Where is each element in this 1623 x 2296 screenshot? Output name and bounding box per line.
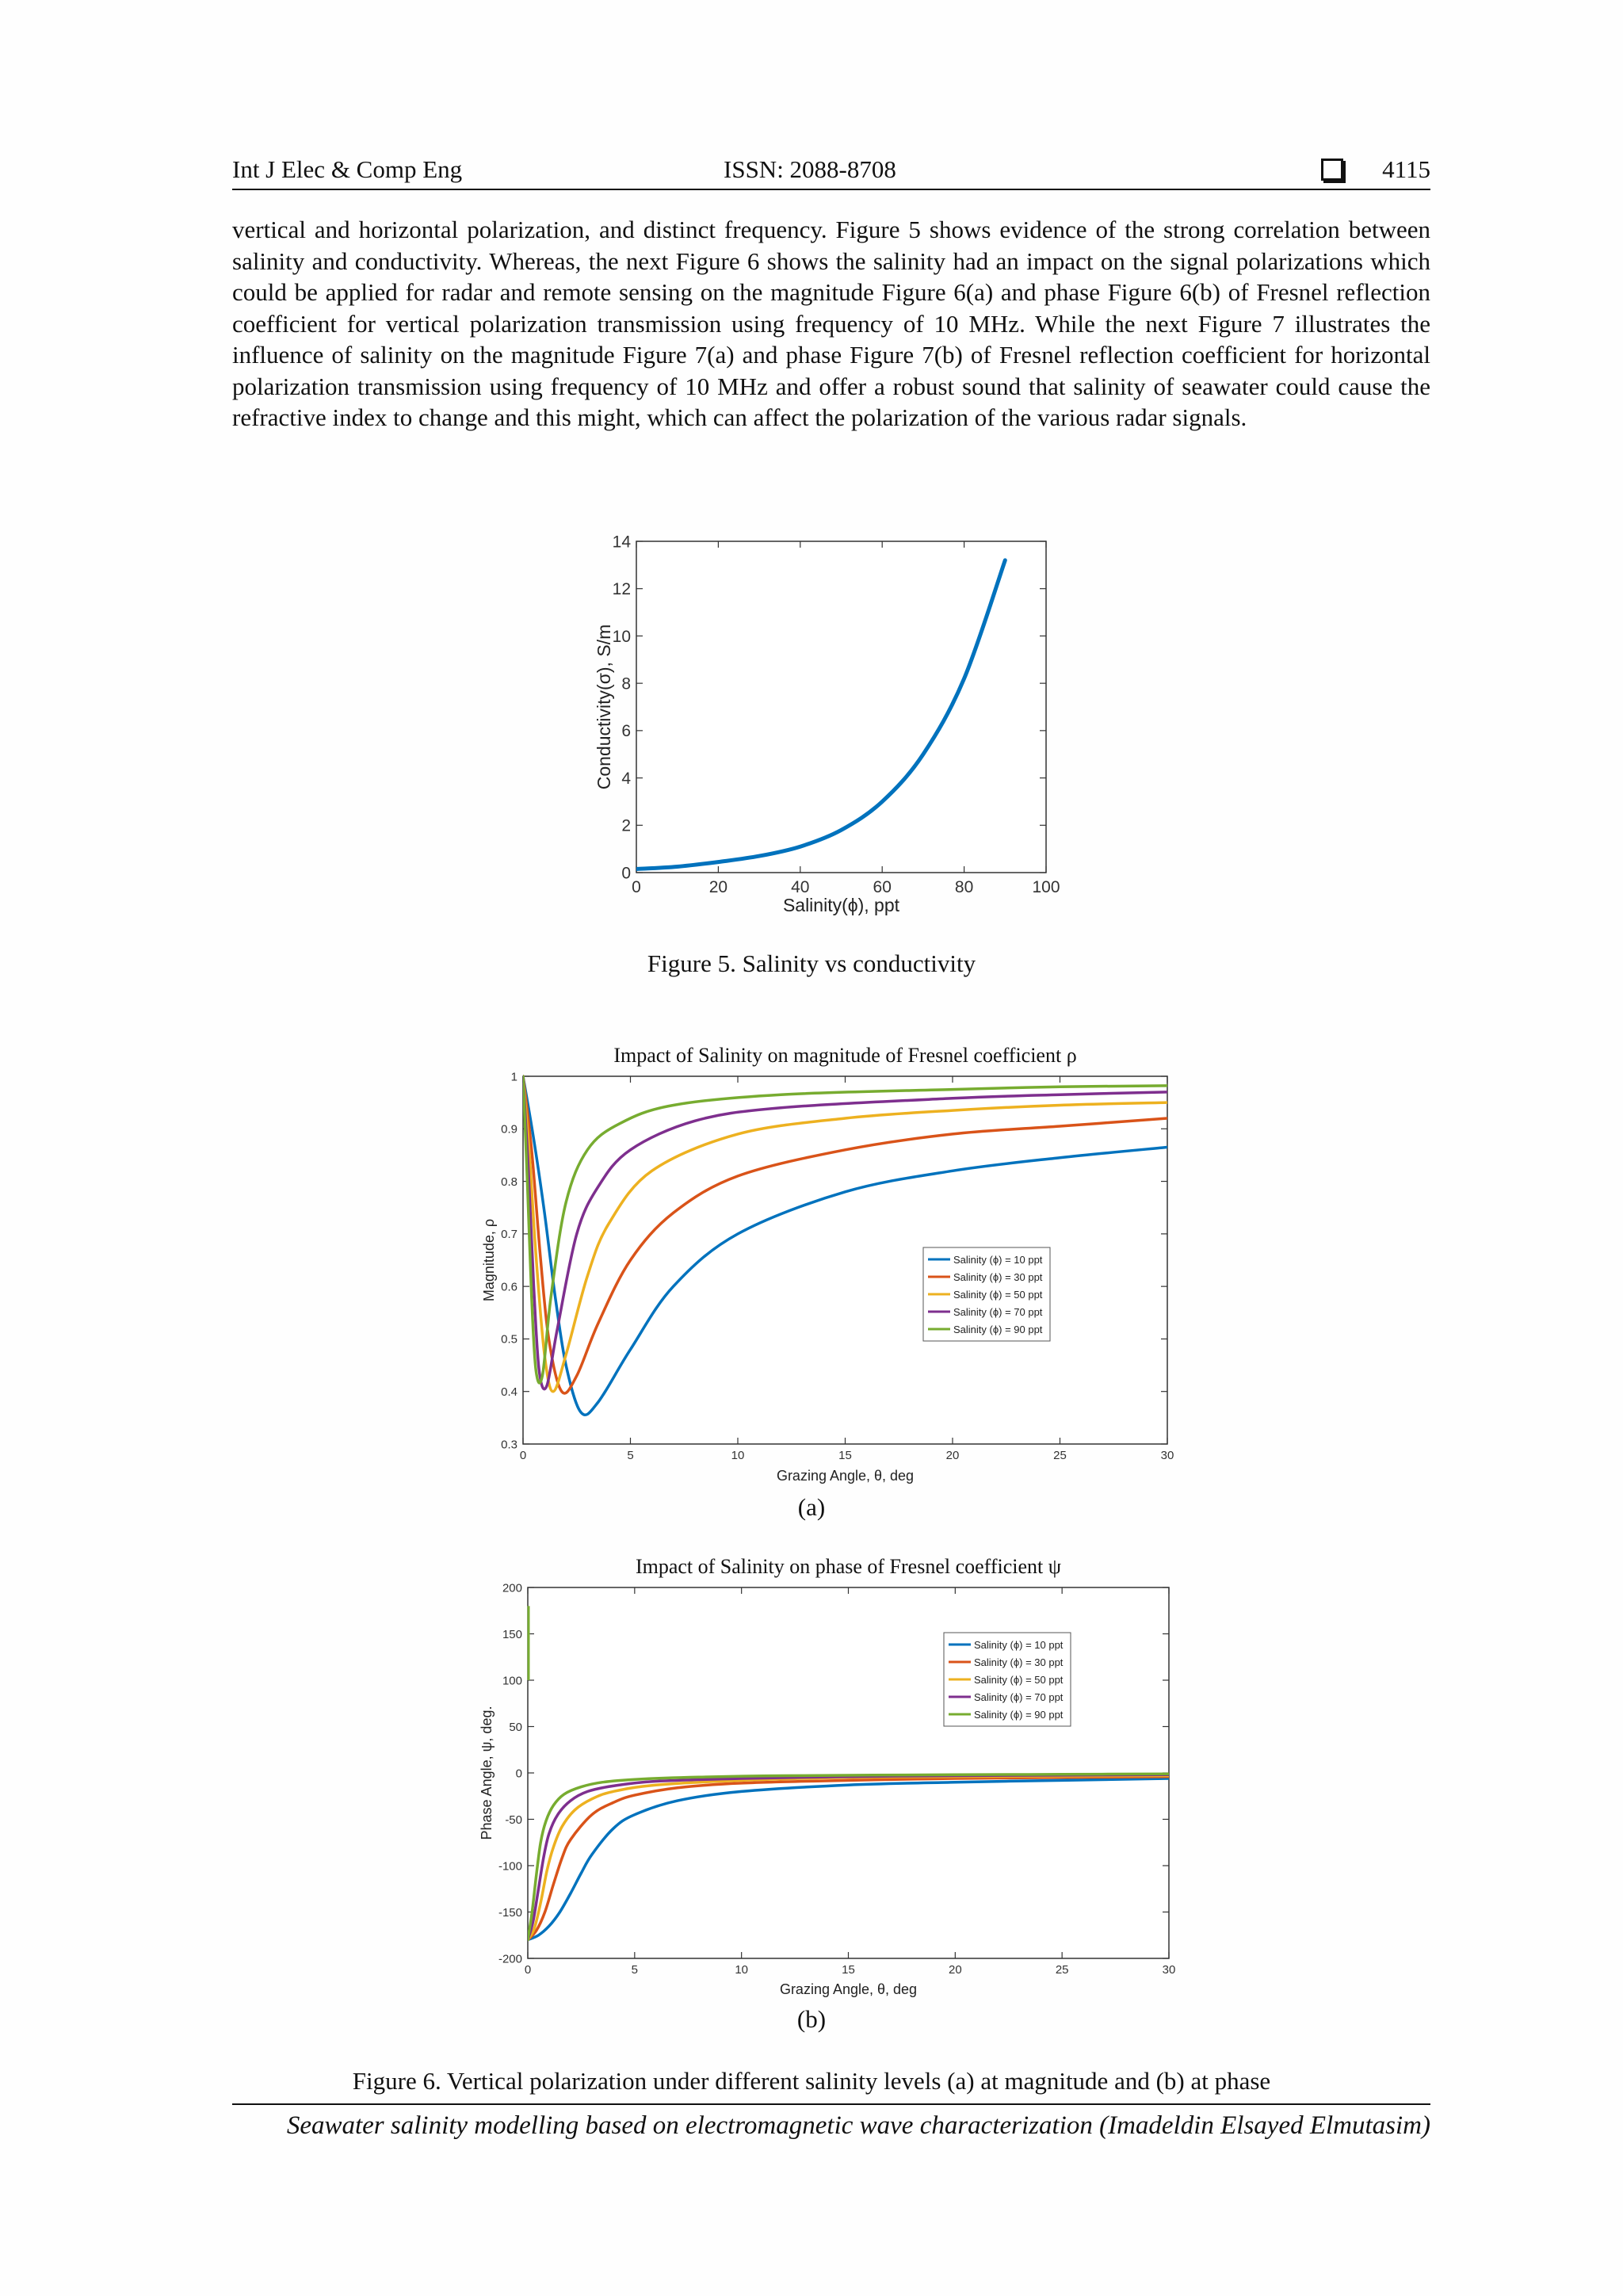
legend-label-3: Salinity (ϕ) = 50 ppt [953, 1289, 1043, 1301]
x-axis-label: Grazing Angle, θ, deg [779, 1981, 918, 1997]
figure5-caption: Figure 5. Salinity vs conductivity [647, 949, 976, 977]
x-tick-label: 10 [731, 1449, 745, 1462]
y-tick-label: 1 [510, 1070, 517, 1084]
x-tick-label: 30 [1160, 1449, 1174, 1462]
y-tick-label: 0.7 [501, 1228, 517, 1242]
x-tick-label: 100 [1032, 878, 1060, 896]
y-axis-label: Phase Angle, ψ, deg. [479, 1706, 495, 1840]
legend-label-4: Salinity (ϕ) = 70 ppt [953, 1306, 1043, 1318]
x-tick-label: 5 [631, 1963, 639, 1977]
y-tick-label: 2 [621, 816, 631, 835]
plot-area [523, 1076, 1167, 1444]
y-tick-label: 0 [515, 1767, 522, 1781]
figure6-caption: Figure 6. Vertical polarization under different salinity levels (a) at magnitude and (b) at phase [352, 2067, 1271, 2095]
y-tick-label: 150 [502, 1627, 522, 1641]
x-tick-label: 80 [954, 878, 974, 896]
x-tick-label: 5 [627, 1449, 634, 1462]
page-number: 4115 [1382, 155, 1430, 183]
x-axis-label: Grazing Angle, θ, deg [776, 1468, 915, 1484]
x-tick-label: 20 [708, 878, 728, 896]
x-tick-label: 0 [519, 1449, 527, 1462]
issn: ISSN: 2088-8708 [724, 155, 896, 183]
y-axis-label: Magnitude, ρ [481, 1218, 497, 1302]
figure5-chart [594, 533, 1060, 915]
x-tick-label: 30 [1162, 1963, 1176, 1977]
journal-name: Int J Elec & Comp Eng [232, 155, 463, 183]
x-tick-label: 15 [842, 1963, 855, 1977]
chart-title: Impact of Salinity on phase of Fresnel coefficient ψ [635, 1555, 1062, 1578]
x-tick-label: 25 [1053, 1449, 1067, 1462]
y-tick-label: 0 [621, 864, 631, 883]
chart-title: Impact of Salinity on magnitude of Fresnel coefficient ρ [613, 1044, 1077, 1067]
y-tick-label: 200 [502, 1581, 522, 1595]
legend-label-5: Salinity (ϕ) = 90 ppt [953, 1324, 1043, 1335]
legend-label-2: Salinity (ϕ) = 30 ppt [974, 1656, 1064, 1668]
y-tick-label: -200 [498, 1952, 522, 1966]
figure6a-chart [481, 1044, 1174, 1484]
x-tick-label: 0 [524, 1963, 532, 1977]
y-tick-label: 50 [509, 1720, 522, 1734]
y-tick-label: 0.4 [501, 1385, 517, 1399]
x-tick-label: 0 [632, 878, 641, 896]
y-tick-label: 100 [502, 1674, 522, 1688]
y-tick-label: -50 [505, 1813, 522, 1827]
x-tick-label: 25 [1055, 1963, 1069, 1977]
x-tick-label: 15 [838, 1449, 852, 1462]
legend-label-2: Salinity (ϕ) = 30 ppt [953, 1271, 1043, 1283]
y-tick-label: 0.5 [501, 1332, 517, 1347]
x-tick-label: 40 [791, 878, 810, 896]
body-paragraph: vertical and horizontal polarization, and distinct frequency. Figure 5 shows evidence of the strong correlation between salinity and conductivity. Whereas, the next Figure 6 shows the salinity had an impact on the signal polarizations which could be applied for radar and remote sensing on the magnitude Figure 6(a) and phase Figure 6(b) of Fresnel reflection coefficient for vertical polarization transmission using frequency of 10 MHz. While the next Figure 7 illustrates the influence of salinity on the magnitude Figure 7(a) and phase Figure 7(b) of Fresnel reflection coefficient for horizontal polarization transmission using frequency of 10 MHz and offer a robust sound that salinity of seawater could cause the refractive index to change and this might, which can affect the polarization of the various radar signals. [232, 216, 1430, 431]
y-tick-label: 6 [621, 722, 631, 741]
running-footer: Seawater salinity modelling based on electromagnetic wave characterization (Imadeldin Elsayed Elmutasim) [232, 2103, 1430, 2141]
figure6a-label: (a) [797, 1493, 826, 1521]
figure6b-chart [479, 1555, 1175, 1997]
x-axis-label: Salinity(ϕ), ppt [782, 895, 900, 915]
y-tick-label: 0.9 [501, 1122, 517, 1137]
y-tick-label: 0.3 [501, 1438, 517, 1452]
y-tick-label: 10 [612, 627, 631, 646]
y-tick-label: -100 [498, 1859, 522, 1874]
x-tick-label: 10 [735, 1963, 749, 1977]
y-tick-label: 8 [621, 674, 631, 693]
x-tick-label: 20 [945, 1449, 960, 1462]
legend-label-3: Salinity (ϕ) = 50 ppt [974, 1674, 1064, 1686]
y-tick-label: 0.8 [501, 1175, 517, 1189]
y-axis-label: Conductivity(σ), S/m [594, 624, 614, 790]
y-tick-label: 12 [612, 580, 631, 599]
y-tick-label: -150 [498, 1905, 522, 1920]
x-tick-label: 20 [948, 1963, 962, 1977]
legend-label-4: Salinity (ϕ) = 70 ppt [974, 1691, 1064, 1703]
x-tick-label: 60 [873, 878, 892, 896]
legend-label-1: Salinity (ϕ) = 10 ppt [953, 1254, 1043, 1266]
figure6b-label: (b) [796, 2005, 827, 2033]
legend-label-5: Salinity (ϕ) = 90 ppt [974, 1709, 1064, 1721]
y-tick-label: 0.6 [501, 1280, 517, 1294]
legend-label-1: Salinity (ϕ) = 10 ppt [974, 1639, 1064, 1651]
plot-area [636, 541, 1046, 873]
y-tick-label: 14 [612, 533, 631, 552]
y-tick-label: 4 [621, 769, 631, 788]
